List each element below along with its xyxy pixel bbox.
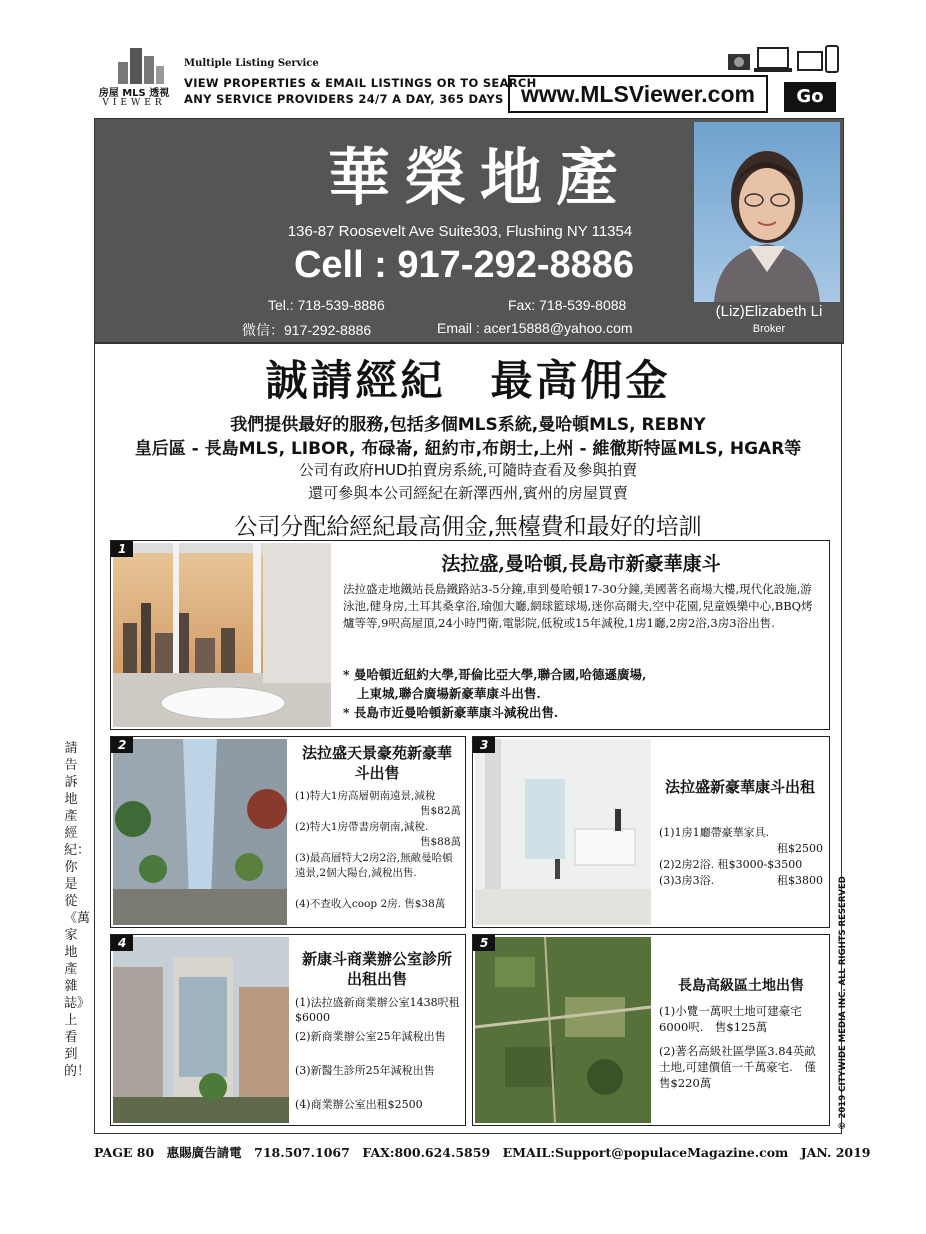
email-address[interactable]: Email : acer15888@yahoo.com: [437, 320, 633, 336]
panel-number: 2: [111, 737, 133, 753]
listing-item: (2)特大1房帶書房朝南,減稅.: [295, 821, 429, 833]
listing-item: (1)法拉盛新商業辦公室1438呎租$6000: [295, 996, 460, 1024]
banner-line-2: ANY SERVICE PROVIDERS 24/7 A DAY, 365 DAYS: [184, 92, 504, 106]
copyright-notice: © 2019 CITYWIDE MEDIA INC. ALL RIGHTS RESERVED: [838, 876, 848, 1130]
penthouse-view-image: [113, 543, 331, 727]
listing-title: 法拉盛天景豪苑新豪華斗出售: [301, 744, 452, 782]
cell-phone[interactable]: Cell : 917-292-8886: [293, 244, 635, 286]
condo-courtyard-image: [113, 739, 287, 925]
listing-title: 法拉盛新豪華康斗出租: [664, 778, 815, 796]
listing-panel-2: [110, 736, 466, 928]
panel-number: 5: [473, 935, 495, 951]
listing-title: 長島高級區土地出售: [678, 978, 804, 994]
panel-number: 4: [111, 935, 133, 951]
listing-item: (3)3房3浴.: [659, 874, 715, 887]
listing-item: (3)最高層特大2房2浴,無敵曼哈頓遠景,2個大陽台,減稅出售.: [295, 852, 453, 879]
recruit-line-2: 皇后區 - 長島MLS, LIBOR, 布碌崙, 紐約市,布朗士,上州 - 維徹斯特區MLS, HGAR等: [134, 439, 802, 459]
panel-number: 1: [111, 541, 133, 557]
listing-title: 法拉盛,曼哈頓,長島市新豪華康斗: [441, 553, 721, 575]
listing-item: (1)特大1房高層朝南遠景,減稅: [295, 790, 436, 802]
listing-item: (2)著名高級社區學區3.84英畝土地,可建價值一千萬豪宅. 僅售$220萬: [659, 1044, 816, 1090]
go-button[interactable]: Go: [784, 82, 836, 112]
listing-item: (2)新商業辦公室25年減稅出售: [295, 1030, 446, 1043]
service-label: Multiple Listing Service: [184, 58, 319, 69]
recruit-line-1: 我們提供最好的服務,包括多個MLS系統,曼哈頓MLS, REBNY: [230, 415, 706, 435]
listing-item: (2)2房2浴. 租$3000-$3500: [659, 858, 803, 871]
logo-text: 房屋 MLS 透視: [98, 88, 170, 99]
banner-line-1: VIEW PROPERTIES & EMAIL LISTINGS OR TO SEARCH: [184, 76, 537, 90]
listing-title: 新康斗商業辦公室診所出租出售: [301, 950, 452, 988]
listing-panel-5: [472, 934, 830, 1126]
commercial-building-image: [113, 937, 289, 1123]
company-name: 華榮地產: [327, 141, 632, 214]
listing-bullet: * 長島市近曼哈頓新豪華康斗減稅出售.: [343, 705, 559, 720]
listing-item: (1)1房1廳帶豪華家具.: [659, 826, 770, 839]
building-icon: [118, 48, 164, 84]
recruit-headline: 誠請經紀 最高佣金: [265, 356, 671, 405]
listing-item: (1)小覽一萬呎土地可建豪宅6000呎. 售$125萬: [659, 1004, 802, 1034]
listing-price: 租$2500: [777, 842, 823, 855]
website-url[interactable]: www.MLSViewer.com: [508, 75, 768, 113]
agent-title: Broker: [752, 323, 786, 335]
company-address: 136-87 Roosevelt Ave Suite303, Flushing NY 11354: [287, 223, 633, 240]
fax-number: Fax: 718-539-8088: [508, 297, 627, 313]
telephone[interactable]: Tel.: 718-539-8886: [268, 297, 385, 313]
listing-panel-4: [110, 934, 466, 1126]
agent-name: (Liz)Elizabeth Li: [715, 303, 823, 320]
listing-description: 法拉盛走地鐵站長島鐵路站3-5分鐘,車到曼哈頓17-30分鐘,美國著名商場大樓,現代化設施,游泳池,健身房,土耳其桑拿浴,瑜伽大廳,網球籃球場,迷你高爾夫,空中花園,兒童娛樂中心,BBQ烤爐等等,9呎高屋頂,24小時門衛,電影院,低稅或15年減稅,1房1廳,2房2浴,3房3浴出售.: [343, 582, 813, 630]
devices-icon: [724, 44, 840, 80]
listing-item: (4)不查收入coop 2房. 售$38萬: [295, 898, 446, 910]
recruit-line-3: 公司有政府HUD拍賣房系統,可隨時查看及參與拍賣: [298, 461, 638, 479]
listing-price: 售$88萬: [419, 836, 461, 848]
listing-price: 租$3800: [777, 874, 823, 887]
side-note: 請告訴地產經紀：你是從《萬家地產雜誌》上看到的！: [64, 741, 91, 1079]
listing-bullet: 上東城,聯合廣場新豪華康斗出售.: [357, 686, 541, 701]
logo-viewer-text: VIEWER: [102, 98, 166, 108]
recruit-line-4: 還可參與本公司經紀在新澤西州,賓州的房屋買賣: [308, 484, 628, 502]
listing-price: 售$82萬: [419, 805, 461, 817]
wechat-id: 微信：917-292-8886: [242, 322, 372, 338]
listing-panel-1: [110, 540, 830, 730]
listing-panel-3: [472, 736, 830, 928]
listing-item: (3)新醫生診所25年減稅出售: [295, 1064, 435, 1077]
lobby-image: [475, 739, 651, 925]
page-footer: PAGE 80 惠賜廣告請電 718.507.1067 FAX:800.624.5859 EMAIL:Support@populaceMagazine.com JAN. 2019: [94, 1145, 871, 1160]
listing-item: (4)商業辦公室出租$2500: [295, 1098, 423, 1111]
panel-number: 3: [473, 737, 495, 753]
listing-bullet: * 曼哈頓近紐約大學,哥倫比亞大學,聯合國,哈德遜廣場,: [343, 667, 647, 682]
land-aerial-image: [475, 937, 651, 1123]
agent-photo: [694, 122, 840, 302]
recruit-line-5: 公司分配給經紀最高佣金,無檯費和最好的培訓: [234, 514, 702, 540]
